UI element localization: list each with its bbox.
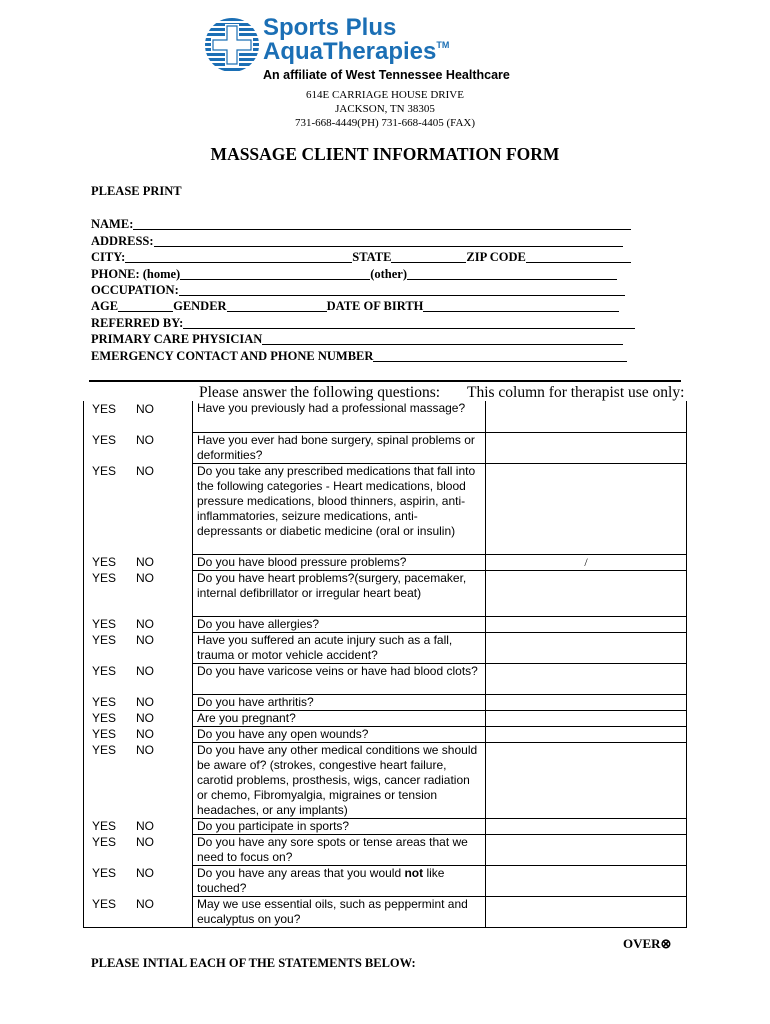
yes-no-options xyxy=(84,834,193,865)
referred-by-field-line[interactable] xyxy=(183,316,635,329)
question-row xyxy=(84,401,687,432)
age-label: AGE xyxy=(91,299,119,314)
question-text: Have you previously had a professional massage? xyxy=(193,401,486,432)
therapist-notes-cell[interactable] xyxy=(486,818,687,834)
logo-name-line1: Sports Plus xyxy=(263,14,397,41)
yes-option[interactable] xyxy=(92,555,116,569)
yes-label: YES xyxy=(92,633,117,647)
yes-option[interactable] xyxy=(92,464,116,478)
yes-no-options xyxy=(84,896,193,927)
age-field-line[interactable] xyxy=(118,299,173,312)
yes-option[interactable] xyxy=(92,897,116,911)
yes-label: YES xyxy=(92,711,117,725)
question-row xyxy=(84,616,687,632)
no-label: NO xyxy=(136,743,155,757)
question-text: Have you suffered an acute injury such as a fall, trauma or motor vehicle accident? xyxy=(193,632,486,663)
yes-option[interactable] xyxy=(92,711,116,725)
yes-label: YES xyxy=(92,402,117,416)
yes-option[interactable] xyxy=(92,571,116,585)
address-line2: JACKSON, TN 38305 xyxy=(335,103,435,115)
address-field-line[interactable] xyxy=(154,234,623,247)
question-row xyxy=(84,710,687,726)
occupation-label: OCCUPATION: xyxy=(91,282,179,297)
field-row-name xyxy=(91,216,631,232)
please-print-note: PLEASE PRINT xyxy=(91,184,182,198)
field-row-referred xyxy=(91,314,631,330)
medical-cross-logo-icon xyxy=(205,16,259,74)
no-label: NO xyxy=(136,402,155,416)
therapist-notes-cell[interactable] xyxy=(486,865,687,896)
no-option[interactable] xyxy=(136,695,154,709)
question-row xyxy=(84,570,687,616)
question-row xyxy=(84,742,687,818)
yes-label: YES xyxy=(92,897,117,911)
logo-name-line2 xyxy=(263,38,449,66)
yes-no-options xyxy=(84,663,193,694)
field-row-age-gender-dob xyxy=(91,298,631,314)
therapist-notes-cell[interactable]: / xyxy=(486,554,687,570)
question-text xyxy=(193,865,486,896)
question-row xyxy=(84,463,687,554)
no-option[interactable] xyxy=(136,571,154,585)
yes-label: YES xyxy=(92,571,117,585)
question-row xyxy=(84,818,687,834)
state-label: STATE xyxy=(352,250,392,265)
field-row-address xyxy=(91,232,631,248)
question-text: Do you have any sore spots or tense areas that we need to focus on? xyxy=(193,834,486,865)
yes-no-options xyxy=(84,554,193,570)
address-line1: 614E CARRIAGE HOUSE DRIVE xyxy=(306,89,464,101)
yes-no-options xyxy=(84,865,193,896)
therapist-notes-cell[interactable] xyxy=(486,834,687,865)
question-row xyxy=(84,632,687,663)
trademark: TM xyxy=(436,40,450,50)
yes-no-options xyxy=(84,726,193,742)
field-row-physician xyxy=(91,331,631,347)
yes-label: YES xyxy=(92,433,117,447)
no-label: NO xyxy=(136,819,155,833)
yes-label: YES xyxy=(92,743,117,757)
emergency-label: EMERGENCY CONTACT AND PHONE NUMBER xyxy=(91,348,374,363)
yes-label: YES xyxy=(92,664,117,678)
no-option[interactable] xyxy=(136,617,154,631)
yes-no-options xyxy=(84,463,193,554)
no-label: NO xyxy=(136,464,155,478)
state-field-line[interactable] xyxy=(391,250,466,263)
city-field-line[interactable] xyxy=(125,250,352,263)
question-row xyxy=(84,834,687,865)
physician-field-line[interactable] xyxy=(262,332,623,345)
logo-affiliate: An affiliate of West Tennessee Healthcare xyxy=(263,68,510,82)
over-label: OVER⊗ xyxy=(623,936,672,951)
no-option[interactable] xyxy=(136,633,154,647)
question-text-part: like touched? xyxy=(197,865,445,895)
no-label: NO xyxy=(136,835,155,849)
no-label: NO xyxy=(136,866,155,880)
question-text: Are you pregnant? xyxy=(193,710,486,726)
yes-label: YES xyxy=(92,617,117,631)
no-option[interactable] xyxy=(136,819,154,833)
yes-label: YES xyxy=(92,555,117,569)
clinic-address xyxy=(0,88,770,130)
therapist-notes-cell[interactable] xyxy=(486,726,687,742)
question-text: May we use essential oils, such as peppermint and eucalyptus on you? xyxy=(193,896,486,927)
yes-option[interactable] xyxy=(92,819,116,833)
yes-no-options xyxy=(84,818,193,834)
referred-by-label: REFERRED BY: xyxy=(91,315,184,330)
therapist-notes-cell[interactable] xyxy=(486,401,687,432)
yes-no-options xyxy=(84,710,193,726)
no-option[interactable] xyxy=(136,727,154,741)
zip-field-line[interactable] xyxy=(526,250,631,263)
yes-label: YES xyxy=(92,727,117,741)
question-row xyxy=(84,694,687,710)
yes-no-options xyxy=(84,432,193,463)
yes-option[interactable] xyxy=(92,664,116,678)
question-text-part: Do you have any areas that you would xyxy=(197,865,405,880)
no-label: NO xyxy=(136,897,155,911)
address-label: ADDRESS: xyxy=(91,233,154,248)
question-text-emphasis: not xyxy=(404,865,424,880)
phone-home-label: PHONE: (home) xyxy=(91,266,181,281)
question-text: Do you have any other medical conditions we should be aware of? (strokes, congestive heart failure, carotid problems, prosthesis, wigs, cancer radiation or chemo, Fibromyalgia, migraines or tension headaches, or any implants) xyxy=(193,742,486,818)
yes-option[interactable] xyxy=(92,433,116,447)
address-line3: 731-668-4449(PH) 731-668-4405 (FAX) xyxy=(294,117,476,129)
logo xyxy=(205,14,525,86)
no-label: NO xyxy=(136,695,155,709)
yes-no-options xyxy=(84,694,193,710)
yes-no-options xyxy=(84,742,193,818)
no-label: NO xyxy=(136,433,155,447)
question-text: Do you have allergies? xyxy=(193,616,486,632)
name-label: NAME: xyxy=(91,217,134,232)
dob-label: DATE OF BIRTH xyxy=(326,299,424,314)
no-option[interactable] xyxy=(136,464,154,478)
therapist-notes-cell[interactable] xyxy=(486,632,687,663)
yes-label: YES xyxy=(92,835,117,849)
no-option[interactable] xyxy=(136,433,154,447)
section-divider xyxy=(89,380,681,382)
phone-home-field-line[interactable] xyxy=(180,267,370,280)
therapist-notes-cell[interactable] xyxy=(486,663,687,694)
no-option[interactable] xyxy=(136,866,154,880)
question-row xyxy=(84,432,687,463)
therapist-notes-cell[interactable] xyxy=(486,694,687,710)
yes-option[interactable] xyxy=(92,695,116,709)
yes-label: YES xyxy=(92,464,117,478)
yes-no-options xyxy=(84,401,193,432)
therapist-column-header: This column for therapist use only: xyxy=(467,384,685,401)
field-row-emergency xyxy=(91,347,631,363)
yes-option[interactable] xyxy=(92,402,116,416)
yes-label: YES xyxy=(92,866,117,880)
field-row-occupation xyxy=(91,282,631,298)
health-questions-table xyxy=(83,401,687,928)
therapist-notes-cell[interactable] xyxy=(486,570,687,616)
yes-no-options xyxy=(84,632,193,663)
question-row xyxy=(84,663,687,694)
yes-option[interactable] xyxy=(92,835,116,849)
no-label: NO xyxy=(136,571,155,585)
gender-field-line[interactable] xyxy=(227,299,327,312)
question-row xyxy=(84,554,687,570)
yes-label: YES xyxy=(92,819,117,833)
yes-option[interactable] xyxy=(92,727,116,741)
question-row xyxy=(84,896,687,927)
gender-label: GENDER xyxy=(173,299,227,314)
yes-no-options xyxy=(84,616,193,632)
therapist-notes-cell[interactable] xyxy=(486,710,687,726)
no-option[interactable] xyxy=(136,402,154,416)
yes-option[interactable] xyxy=(92,617,116,631)
question-text: Do you have arthritis? xyxy=(193,694,486,710)
yes-option[interactable] xyxy=(92,866,116,880)
therapist-notes-cell[interactable] xyxy=(486,896,687,927)
therapist-notes-cell[interactable] xyxy=(486,616,687,632)
no-option[interactable] xyxy=(136,711,154,725)
initial-statements-heading: PLEASE INTIAL EACH OF THE STATEMENTS BELOW: xyxy=(91,956,416,970)
field-row-city xyxy=(91,249,631,265)
no-option[interactable] xyxy=(136,555,154,569)
yes-no-options xyxy=(84,570,193,616)
question-text: Do you have varicose veins or have had blood clots? xyxy=(193,663,486,694)
no-label: NO xyxy=(136,555,155,569)
therapist-notes-cell[interactable] xyxy=(486,463,687,554)
question-text: Do you have heart problems?(surgery, pacemaker, internal defibrillator or irregular heart beat) xyxy=(193,570,486,616)
form-title: MASSAGE CLIENT INFORMATION FORM xyxy=(210,144,560,164)
dob-field-line[interactable] xyxy=(423,299,619,312)
city-label: CITY: xyxy=(91,250,126,265)
client-info-fields xyxy=(91,216,631,364)
question-row xyxy=(84,726,687,742)
logo-name-text: AquaTherapies xyxy=(263,38,437,65)
question-text: Do you have any open wounds? xyxy=(193,726,486,742)
therapist-notes-cell[interactable] xyxy=(486,742,687,818)
physician-label: PRIMARY CARE PHYSICIAN xyxy=(91,332,263,347)
question-row xyxy=(84,865,687,896)
no-label: NO xyxy=(136,664,155,678)
no-label: NO xyxy=(136,711,155,725)
questions-header: Please answer the following questions: xyxy=(199,384,441,401)
yes-option[interactable] xyxy=(92,743,116,757)
question-text: Do you take any prescribed medications that fall into the following categories - Heart medications, blood pressure medications, blood thinners, aspirin, anti-inflammatories, seizure medications, anti-depressants or diabetic medicine (oral or insulin) xyxy=(193,463,486,554)
no-option[interactable] xyxy=(136,897,154,911)
no-option[interactable] xyxy=(136,664,154,678)
no-option[interactable] xyxy=(136,743,154,757)
yes-option[interactable] xyxy=(92,633,116,647)
no-label: NO xyxy=(136,727,155,741)
no-label: NO xyxy=(136,617,155,631)
therapist-notes-cell[interactable] xyxy=(486,432,687,463)
phone-other-field-line[interactable] xyxy=(407,267,617,280)
zip-label: ZIP CODE xyxy=(466,250,526,265)
name-field-line[interactable] xyxy=(133,217,631,230)
phone-other-label: (other) xyxy=(370,266,408,281)
yes-label: YES xyxy=(92,695,117,709)
no-option[interactable] xyxy=(136,835,154,849)
question-text: Do you participate in sports? xyxy=(193,818,486,834)
question-text: Have you ever had bone surgery, spinal problems or deformities? xyxy=(193,432,486,463)
emergency-field-line[interactable] xyxy=(373,349,627,362)
occupation-field-line[interactable] xyxy=(179,283,625,296)
no-label: NO xyxy=(136,633,155,647)
question-text: Do you have blood pressure problems? xyxy=(193,554,486,570)
field-row-phone xyxy=(91,265,631,281)
